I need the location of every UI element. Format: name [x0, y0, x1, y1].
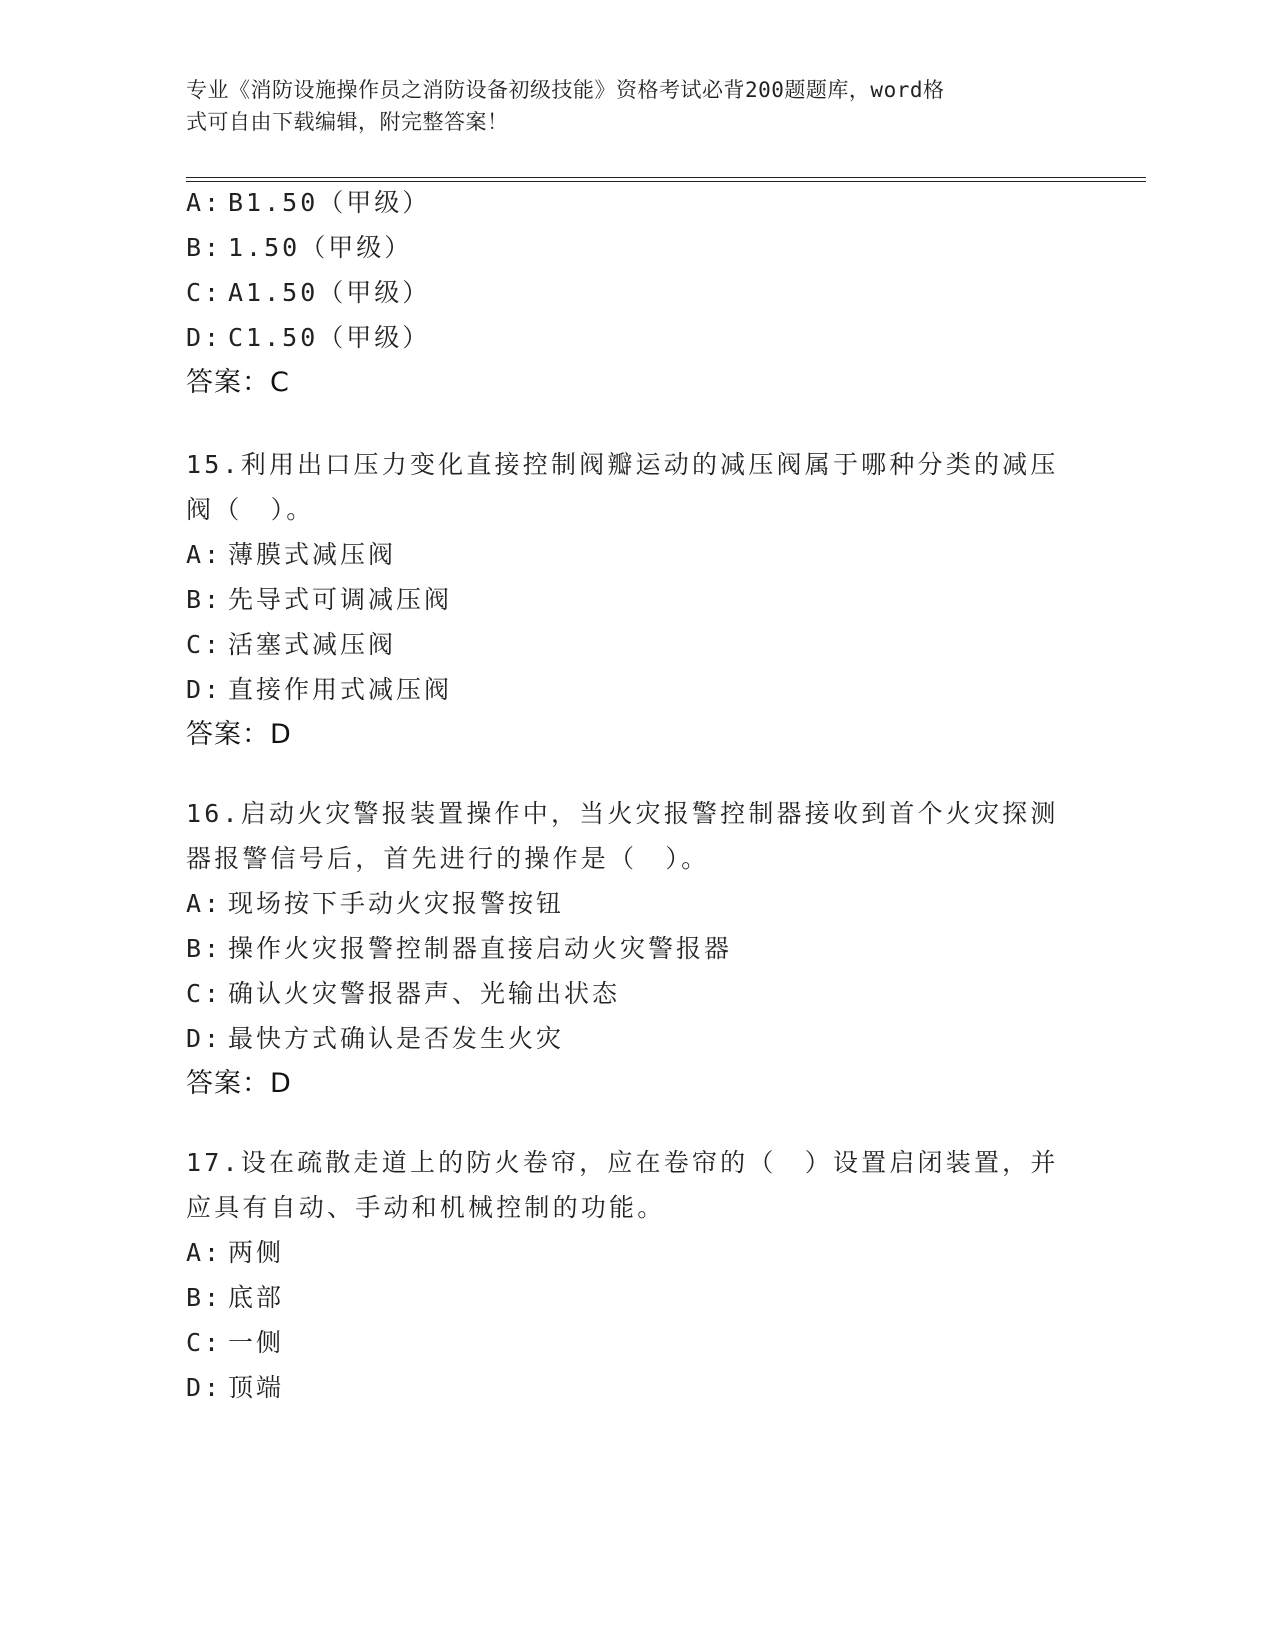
document-header [186, 74, 1066, 138]
question-stem-line-1: 15.利用出口压力变化直接控制阀瓣运动的减压阀属于哪种分类的减压 [186, 450, 1059, 479]
question-16 [186, 791, 1086, 1106]
header-divider-top [186, 177, 1146, 178]
header-line-1: 专业《消防设施操作员之消防设备初级技能》资格考试必背200题题库，word格 [186, 78, 945, 102]
question-17 [186, 1140, 1086, 1410]
option-a: A: 现场按下手动火灾报警按钮 [186, 889, 565, 918]
option-b: B: 1.50（甲级） [186, 233, 413, 262]
answer: 答案：D [186, 1068, 292, 1099]
option-b: B: 底部 [186, 1283, 285, 1312]
option-d: D: 顶端 [186, 1373, 285, 1402]
option-c: C: 确认火灾警报器声、光输出状态 [186, 979, 621, 1008]
option-d: D: 直接作用式减压阀 [186, 675, 453, 704]
option-c: C: A1.50（甲级） [186, 278, 431, 307]
answer: 答案：D [186, 719, 292, 750]
question-stem-line-2: 应具有自动、手动和机械控制的功能。 [186, 1193, 666, 1222]
question-15 [186, 442, 1086, 757]
question-stem-line-2: 器报警信号后，首先进行的操作是（ ）。 [186, 844, 710, 873]
option-b: B: 先导式可调减压阀 [186, 585, 453, 614]
option-c: C: 一侧 [186, 1328, 285, 1357]
option-c: C: 活塞式减压阀 [186, 630, 397, 659]
question-14 [186, 180, 1086, 405]
option-a: A: 两侧 [186, 1238, 285, 1267]
option-a: A: 薄膜式减压阀 [186, 540, 397, 569]
option-a: A: B1.50（甲级） [186, 188, 431, 217]
option-d: D: 最快方式确认是否发生火灾 [186, 1024, 565, 1053]
option-d: D: C1.50（甲级） [186, 323, 431, 352]
header-line-2: 式可自由下载编辑，附完整答案！ [186, 110, 509, 134]
question-stem-line-1: 17.设在疏散走道上的防火卷帘，应在卷帘的（ ）设置启闭装置，并 [186, 1148, 1059, 1177]
option-b: B: 操作火灾报警控制器直接启动火灾警报器 [186, 934, 733, 963]
question-stem-line-1: 16.启动火灾警报装置操作中，当火灾报警控制器接收到首个火灾探测 [186, 799, 1059, 828]
question-stem-line-2: 阀（ ）。 [186, 495, 315, 524]
answer: 答案：C [186, 367, 290, 398]
